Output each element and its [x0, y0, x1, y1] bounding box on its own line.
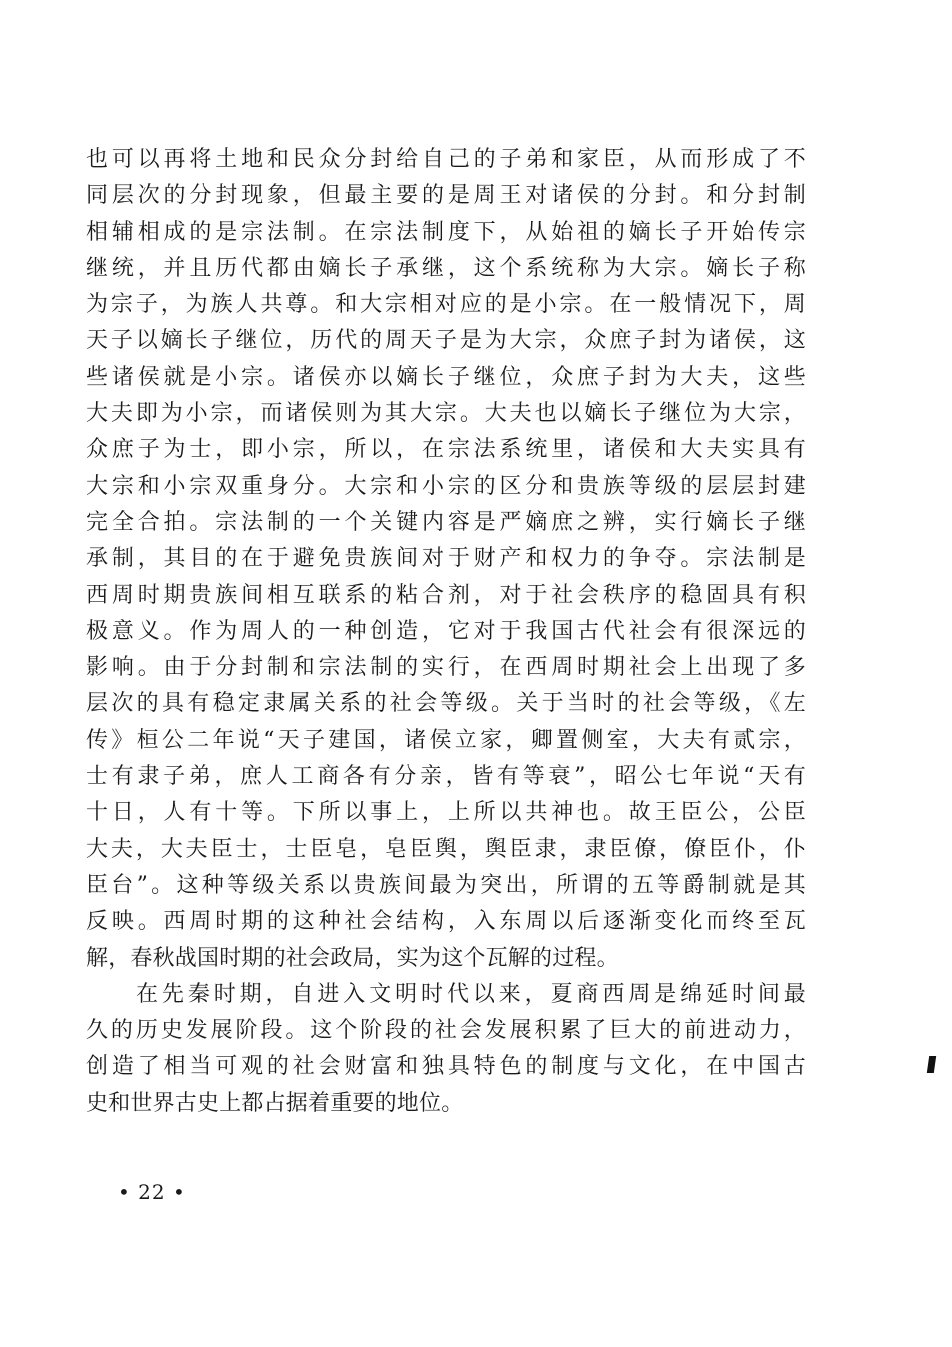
- text-line: 久的历史发展阶段。这个阶段的社会发展积累了巨大的前进动力，: [86, 1018, 806, 1044]
- text-line: 众庶子为士，即小宗，所以，在宗法系统里，诸侯和大夫实具有: [86, 437, 806, 463]
- margin-mark: [927, 1056, 936, 1073]
- text-line: 西周时期贵族间相互联系的粘合剂，对于社会秩序的稳固具有积: [86, 582, 806, 608]
- text-line: 也可以再将土地和民众分封给自己的子弟和家臣，从而形成了不: [86, 147, 806, 172]
- paragraph: [86, 977, 806, 1122]
- text-line: 史和世界古史上都占据着重要的地位。: [86, 1090, 464, 1116]
- text-line: 大夫即为小宗，而诸侯则为其大宗。大夫也以嫡长子继位为大宗，: [86, 401, 806, 427]
- text-line: 相辅相成的是宗法制。在宗法制度下，从始祖的嫡长子开始传宗: [86, 219, 806, 245]
- text-line: 大夫，大夫臣士，士臣皂，皂臣舆，舆臣隶，隶臣僚，僚臣仆，仆: [86, 836, 806, 862]
- text-line: 同层次的分封现象，但最主要的是周王对诸侯的分封。和分封制: [86, 183, 806, 209]
- text-line: 层次的具有稳定隶属关系的社会等级。关于当时的社会等级，《左: [86, 691, 806, 717]
- text-line: 影响。由于分封制和宗法制的实行，在西周时期社会上出现了多: [86, 655, 806, 681]
- text-line: 极意义。作为周人的一种创造，它对于我国古代社会有很深远的: [86, 618, 806, 644]
- text-line: 臣台”。这种等级关系以贵族间最为突出，所谓的五等爵制就是其: [86, 872, 806, 898]
- text-line: 解，春秋战国时期的社会政局，实为这个瓦解的过程。: [86, 945, 619, 971]
- text-line: 天子以嫡长子继位，历代的周天子是为大宗，众庶子封为诸侯，这: [86, 328, 806, 354]
- text-line: 创造了相当可观的社会财富和独具特色的制度与文化，在中国古: [86, 1054, 806, 1080]
- text-line: 承制，其目的在于避免贵族间对于财产和权力的争夺。宗法制是: [86, 546, 806, 572]
- page-number: • 22 •: [118, 1180, 186, 1204]
- text-line: 十日，人有十等。下所以事上，上所以共神也。故王臣公，公臣: [86, 800, 806, 826]
- text-line: 完全合拍。宗法制的一个关键内容是严嫡庶之辨，实行嫡长子继: [86, 509, 806, 535]
- text-line: 士有隶子弟，庶人工商各有分亲，皆有等衰”，昭公七年说“天有: [86, 764, 806, 790]
- text-line: 反映。西周时期的这种社会结构，入东周以后逐渐变化而终至瓦: [86, 909, 806, 935]
- body-text: [86, 142, 806, 1122]
- text-line: 传》桓公二年说“天子建国，诸侯立家，卿置侧室，大夫有贰宗，: [86, 727, 806, 753]
- text-line: 继统，并且历代都由嫡长子承继，这个系统称为大宗。嫡长子称: [86, 255, 806, 281]
- text-line: 大宗和小宗双重身分。大宗和小宗的区分和贵族等级的层层封建: [86, 473, 806, 499]
- text-line: 为宗子，为族人共尊。和大宗相对应的是小宗。在一般情况下，周: [86, 292, 806, 318]
- text-line: 些诸侯就是小宗。诸侯亦以嫡长子继位，众庶子封为大夫，这些: [86, 364, 806, 390]
- text-line: 在先秦时期，自进入文明时代以来，夏商西周是绵延时间最: [136, 981, 806, 1007]
- paragraph: [86, 142, 806, 977]
